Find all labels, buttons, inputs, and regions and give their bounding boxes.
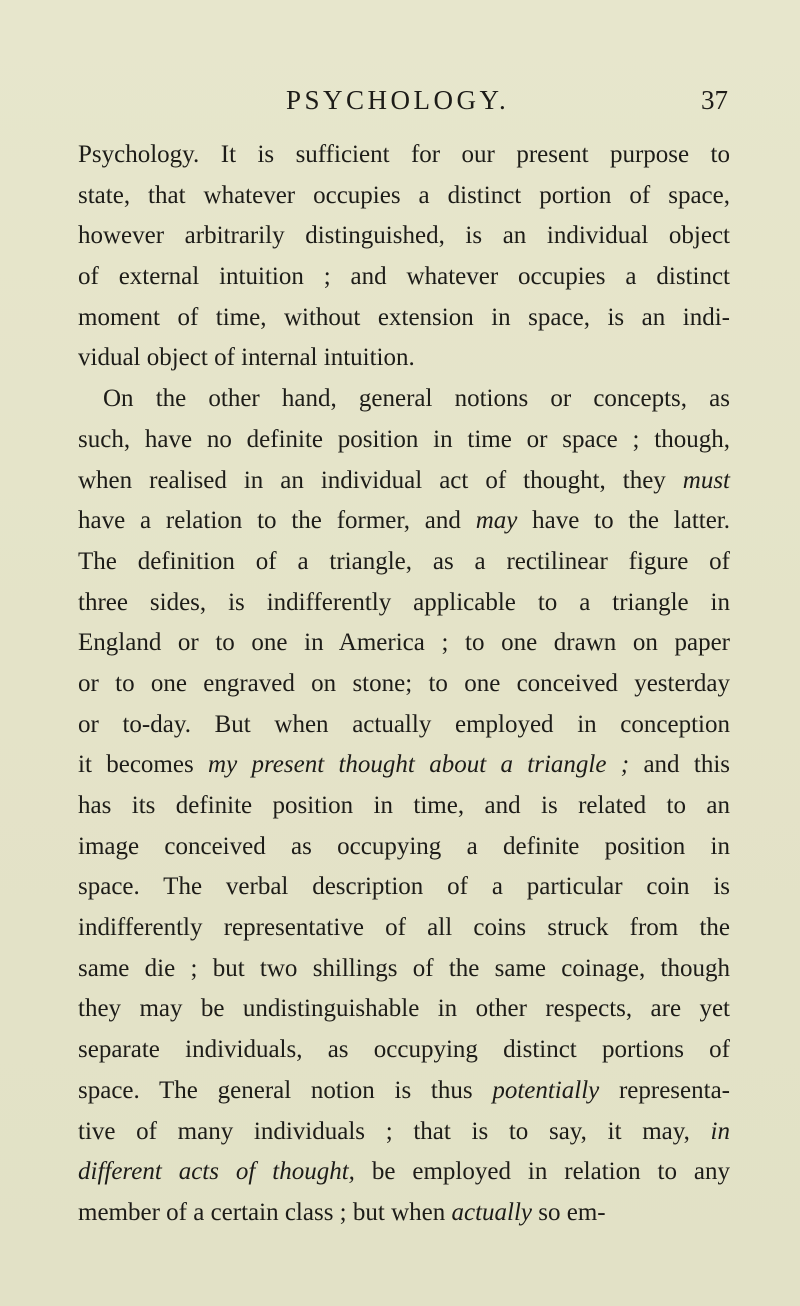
text-line [78, 420, 730, 461]
text-segment: state, that whatever occupies a distinct portion of space, [78, 181, 730, 209]
text-segment: tive of many individuals ; that is to say, it may, [78, 1117, 711, 1145]
text-segment: such, have no definite position in time or space ; though, [78, 425, 730, 453]
text-segment: vidual object of internal intuition. [78, 344, 415, 372]
text-line [78, 908, 730, 949]
text-segment: space. The verbal description of a particular coin is [78, 873, 730, 901]
text-line [78, 949, 730, 990]
italic-text: my present thought about a triangle ; [208, 751, 630, 779]
text-line [78, 379, 730, 420]
text-line [78, 786, 730, 827]
text-segment: or to one engraved on stone; to one conceived yesterday [78, 669, 730, 697]
text-segment: three sides, is indifferently applicable to a triangle in [78, 588, 730, 616]
text-line [78, 542, 730, 583]
text-line [78, 664, 730, 705]
text-line [78, 298, 730, 339]
text-segment: or to-day. But when actually employed in conception [78, 710, 730, 738]
text-line [78, 461, 730, 502]
text-line [78, 257, 730, 298]
text-segment: Psychology. It is sufficient for our present purpose to [78, 141, 730, 168]
italic-text: different acts of thought, [78, 1158, 355, 1186]
text-line [78, 989, 730, 1030]
text-segment: separate individuals, as occupying distinct portions of [78, 1036, 730, 1064]
text-line [78, 1152, 730, 1193]
text-segment: and this [629, 751, 730, 779]
text-line [78, 827, 730, 868]
text-segment: indifferently representative of all coins struck from the [78, 914, 730, 942]
text-segment: England or to one in America ; to one drawn on paper [78, 629, 730, 657]
text-line [78, 867, 730, 908]
text-segment: has its definite position in time, and is related to an [78, 792, 730, 819]
italic-text: actually [451, 1198, 533, 1226]
text-line [78, 623, 730, 664]
text-segment: representa- [599, 1076, 730, 1104]
text-line [78, 1030, 730, 1071]
text-line [78, 176, 730, 217]
text-segment: of external intuition ; and whatever occupies a distinct [78, 263, 730, 291]
page-header [78, 82, 728, 118]
text-segment: when realised in an individual act of thought, they [78, 466, 683, 494]
text-segment: image conceived as occupying a definite position in [78, 832, 730, 860]
text-segment: On the other hand, general notions or concepts, as [103, 385, 730, 413]
text-segment: they may be undistinguishable in other respects, are yet [78, 995, 730, 1023]
text-line [78, 1193, 730, 1234]
text-segment: so em- [532, 1198, 606, 1226]
text-line [78, 501, 730, 542]
italic-text: in [710, 1117, 730, 1145]
text-segment: it becomes [78, 751, 209, 779]
text-line [78, 216, 730, 257]
text-segment: member of a certain class ; but when [78, 1198, 452, 1226]
text-line [78, 1112, 730, 1153]
text-segment: moment of time, without extension in space, is an indi- [78, 303, 730, 331]
text-line [78, 135, 730, 176]
text-segment: have to the latter. [517, 507, 730, 535]
page-number: 37 [701, 85, 728, 115]
text-segment: same die ; but two shillings of the same coinage, though [78, 954, 730, 982]
text-segment: have a relation to the former, and [78, 507, 476, 535]
italic-text: must [682, 466, 730, 494]
italic-text: may [475, 507, 518, 535]
body-text [78, 135, 730, 1234]
text-line [78, 338, 730, 379]
text-line [78, 1071, 730, 1112]
text-line [78, 745, 730, 786]
italic-text: potentially [492, 1076, 600, 1104]
text-segment: however arbitrarily distinguished, is an individual object [78, 222, 730, 250]
text-line [78, 583, 730, 624]
text-line [78, 705, 730, 746]
text-segment: space. The general notion is thus [78, 1076, 493, 1104]
text-segment: The definition of a triangle, as a rectilinear figure of [78, 547, 730, 575]
running-head: PSYCHOLOGY. [286, 85, 510, 115]
text-segment: be employed in relation to any [354, 1158, 730, 1186]
